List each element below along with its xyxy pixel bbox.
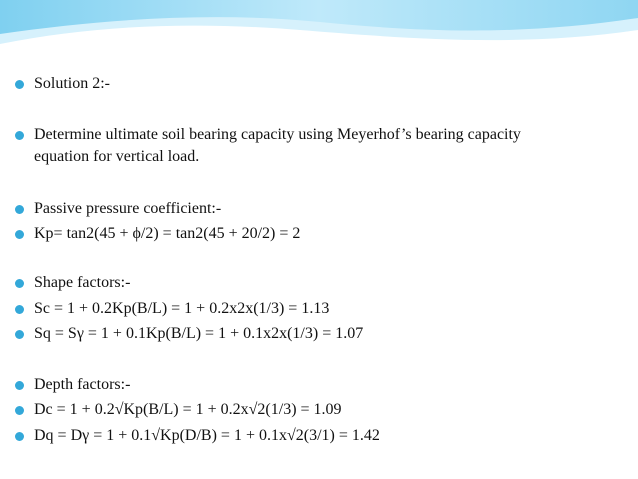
- bullet-item: [15, 124, 554, 168]
- bullet-text: Kp= tan2(45 + ϕ/2) = tan2(45 + 20/2) = 2: [34, 225, 301, 242]
- bullet-item: [15, 425, 380, 447]
- bullet-text: Dc = 1 + 0.2√Kp(B/L) = 1 + 0.2x√2(1/3) = 1.09: [34, 401, 342, 418]
- bullet-dot-icon: [15, 131, 24, 140]
- bullet-text: Shape factors:-: [34, 274, 131, 291]
- bullet-dot-icon: [15, 230, 24, 239]
- bullet-item: [15, 223, 300, 245]
- bullet-item: [15, 374, 130, 396]
- bullet-dot-icon: [15, 80, 24, 89]
- bullet-dot-icon: [15, 205, 24, 214]
- bullet-dot-icon: [15, 279, 24, 288]
- bullet-text: Dq = Dγ = 1 + 0.1√Kp(D/B) = 1 + 0.1x√2(3/1) = 1.42: [34, 427, 380, 444]
- bullet-dot-icon: [15, 432, 24, 441]
- bullet-item: [15, 399, 342, 421]
- bullet-dot-icon: [15, 406, 24, 415]
- bullet-text: Determine ultimate soil bearing capacity using Meyerhof’s bearing capacity equation for vertical load.: [34, 126, 521, 165]
- bullet-text: Sc = 1 + 0.2Kp(B/L) = 1 + 0.2x2x(1/3) = 1.13: [34, 300, 330, 317]
- bullet-item: [15, 323, 363, 345]
- bullet-dot-icon: [15, 305, 24, 314]
- bullet-item: [15, 272, 130, 294]
- bullet-text: Sq = Sγ = 1 + 0.1Kp(B/L) = 1 + 0.1x2x(1/3) = 1.07: [34, 325, 364, 342]
- bullet-text: Depth factors:-: [34, 376, 131, 393]
- bullet-text: Passive pressure coefficient:-: [34, 200, 222, 217]
- bullet-dot-icon: [15, 381, 24, 390]
- bullet-item: [15, 198, 221, 220]
- bullet-item: [15, 73, 110, 95]
- bullet-text: Solution 2:-: [34, 75, 111, 92]
- bullet-dot-icon: [15, 330, 24, 339]
- bullet-item: [15, 298, 329, 320]
